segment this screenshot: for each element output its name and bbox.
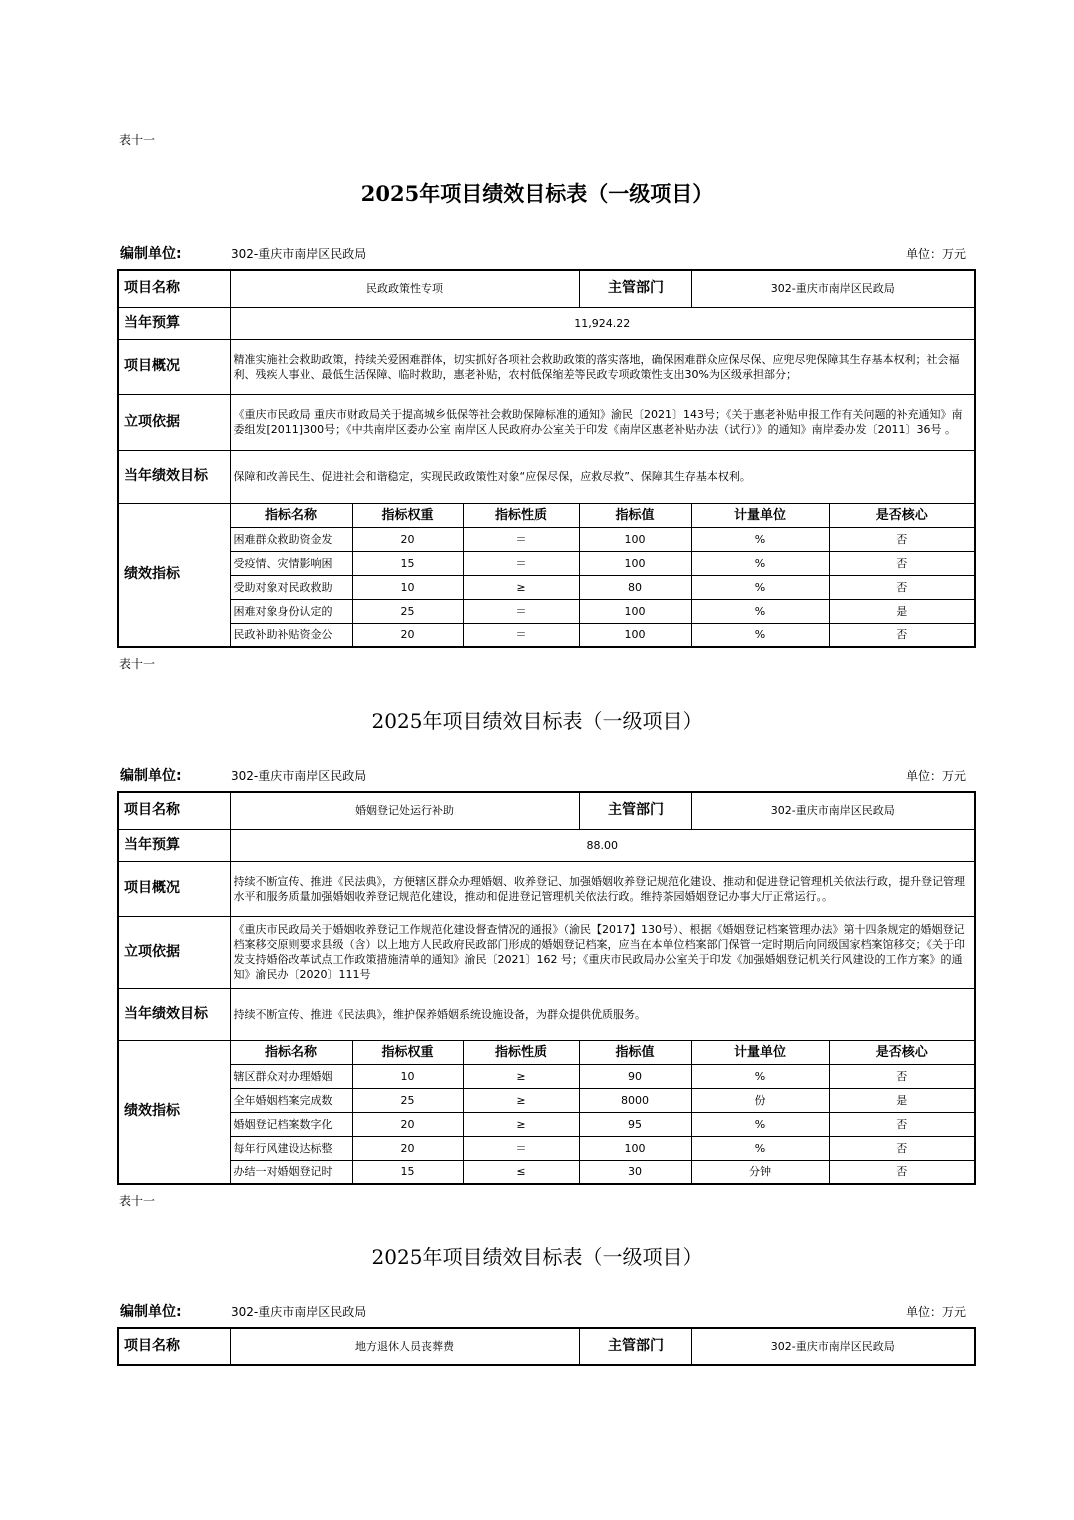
overview-label: 项目概况 <box>118 861 230 916</box>
indicator-value: 100 <box>579 551 691 575</box>
budget-value: 11,924.22 <box>230 307 975 339</box>
indicator-value: 80 <box>579 575 691 599</box>
table-row <box>118 551 975 575</box>
indicator-header: 指标值 <box>579 503 691 527</box>
table-row <box>118 1112 975 1136</box>
performance-table <box>117 269 976 648</box>
table-row <box>118 599 975 623</box>
indicator-nature: ≥ <box>463 1088 579 1112</box>
table-row <box>118 623 975 647</box>
project-name-value: 婚姻登记处运行补助 <box>230 792 579 829</box>
indicator-nature: ≥ <box>463 1064 579 1088</box>
indicator-header: 指标性质 <box>463 1040 579 1064</box>
indicator-core: 是 <box>829 599 975 623</box>
indicator-name: 辖区群众对办理婚姻 <box>230 1064 352 1088</box>
indicator-core: 否 <box>829 575 975 599</box>
indicator-value: 100 <box>579 527 691 551</box>
indicator-name: 民政补助补贴资金公 <box>230 623 352 647</box>
table-tag: 表十一 <box>119 133 156 147</box>
project-name-label: 项目名称 <box>118 1328 230 1365</box>
indicator-weight: 20 <box>352 1136 463 1160</box>
goal-value: 持续不断宣传、推进《民法典》，维护保养婚姻系统设施设备，为群众提供优质服务。 <box>230 988 975 1040</box>
overview-value: 精准实施社会救助政策，持续关爱困难群体，切实抓好各项社会救助政策的落实落地，确保困难群众应保尽保、应兜尽兜保障其生存基本权利；社会福利、残疾人事业、最低生活保障、临时救助，惠老补贴，农村低保缩差等民政专项政策性支出30%为区级承担部分； <box>230 339 975 394</box>
indicator-nature: ＝ <box>463 527 579 551</box>
project-name-value: 地方退休人员丧葬费 <box>230 1328 579 1365</box>
indicator-weight: 10 <box>352 1064 463 1088</box>
indicator-name: 婚姻登记档案数字化 <box>230 1112 352 1136</box>
indicator-header: 是否核心 <box>829 503 975 527</box>
basis-label: 立项依据 <box>118 916 230 988</box>
indicator-value: 8000 <box>579 1088 691 1112</box>
table-row <box>118 1160 975 1184</box>
budget-value: 88.00 <box>230 829 975 861</box>
indicator-value: 90 <box>579 1064 691 1088</box>
compiling-unit-value: 302-重庆市南岸区民政局 <box>231 769 367 783</box>
indicator-name: 办结一对婚姻登记时 <box>230 1160 352 1184</box>
indicator-nature: ＝ <box>463 551 579 575</box>
indicators-label: 绩效指标 <box>118 503 230 647</box>
performance-table <box>117 791 976 1185</box>
project-name-label: 项目名称 <box>118 270 230 307</box>
basis-value: 《重庆市民政局 重庆市财政局关于提高城乡低保等社会救助保障标准的通知》渝民〔2021〕143号；《关于惠老补贴申报工作有关问题的补充通知》南委组发[2011]300号；《中共南岸区委办公室 南岸区人民政府办公室关于印发《南岸区惠老补贴办法（试行）》的通知》南岸委办发〔2011〕36号 。 <box>230 394 975 450</box>
indicator-unit: % <box>691 575 829 599</box>
page-title: 2025年项目绩效目标表（一级项目） <box>360 181 714 206</box>
table-row <box>118 1088 975 1112</box>
indicator-unit: % <box>691 1136 829 1160</box>
dept-value: 302-重庆市南岸区民政局 <box>691 270 975 307</box>
indicator-header: 指标权重 <box>352 1040 463 1064</box>
currency-unit: 单位：万元 <box>906 769 967 783</box>
table-tag: 表十一 <box>119 1194 156 1208</box>
indicator-nature: ≥ <box>463 1112 579 1136</box>
currency-unit: 单位：万元 <box>906 1305 967 1319</box>
compiling-unit-value: 302-重庆市南岸区民政局 <box>231 1305 367 1319</box>
indicator-weight: 25 <box>352 1088 463 1112</box>
indicator-core: 否 <box>829 1112 975 1136</box>
indicator-value: 95 <box>579 1112 691 1136</box>
dept-label: 主管部门 <box>579 1328 691 1365</box>
page-title: 2025年项目绩效目标表（一级项目） <box>371 1245 703 1269</box>
indicator-unit: % <box>691 551 829 575</box>
indicator-header: 指标权重 <box>352 503 463 527</box>
indicator-core: 否 <box>829 1064 975 1088</box>
indicator-core: 是 <box>829 1088 975 1112</box>
overview-value: 持续不断宣传、推进《民法典》，方便辖区群众办理婚姻、收养登记、加强婚姻收养登记规范化建设、推动和促进登记管理机关依法行政，提升登记管理水平和服务质量加强婚姻收养登记规范化建设，推动和促进登记管理机关依法行政。维持茶园婚姻登记办事大厅正常运行。。 <box>230 861 975 916</box>
table-row <box>118 575 975 599</box>
dept-value: 302-重庆市南岸区民政局 <box>691 1328 975 1365</box>
indicator-value: 100 <box>579 1136 691 1160</box>
indicator-unit: % <box>691 1112 829 1136</box>
budget-label: 当年预算 <box>118 307 230 339</box>
basis-label: 立项依据 <box>118 394 230 450</box>
indicator-name: 困难群众救助资金发 <box>230 527 352 551</box>
indicator-core: 否 <box>829 1160 975 1184</box>
indicator-core: 否 <box>829 551 975 575</box>
indicator-weight: 20 <box>352 623 463 647</box>
indicator-name: 受疫情、灾情影响困 <box>230 551 352 575</box>
indicator-core: 否 <box>829 623 975 647</box>
indicator-weight: 10 <box>352 575 463 599</box>
indicator-name: 受助对象对民政救助 <box>230 575 352 599</box>
goal-value: 保障和改善民生、促进社会和谐稳定，实现民政政策性对象“应保尽保，应救尽救”、保障其生存基本权利。 <box>230 450 975 503</box>
indicator-nature: ≤ <box>463 1160 579 1184</box>
indicator-header: 指标名称 <box>230 1040 352 1064</box>
basis-value: 《重庆市民政局关于婚姻收养登记工作规范化建设督查情况的通报》（渝民【2017】130号）、根据《婚姻登记档案管理办法》第十四条规定的婚姻登记档案移交原则要求县级（含）以上地方人民政府民政部门形成的婚姻登记档案，应当在本单位档案部门保管一定时期后向同级国家档案馆移交；《关于印发支持婚俗改革试点工作政策措施清单的通知》渝民〔2021〕162 号；《重庆市民政局办公室关于印发《加强婚姻登记机关行风建设的工作方案》的通知》渝民办〔2020〕111号 <box>230 916 975 988</box>
compiling-unit-value: 302-重庆市南岸区民政局 <box>231 247 367 261</box>
dept-value: 302-重庆市南岸区民政局 <box>691 792 975 829</box>
indicator-value: 100 <box>579 623 691 647</box>
currency-unit: 单位：万元 <box>906 247 967 261</box>
goal-label: 当年绩效目标 <box>118 988 230 1040</box>
indicator-nature: ＝ <box>463 623 579 647</box>
indicator-value: 100 <box>579 599 691 623</box>
indicator-core: 否 <box>829 527 975 551</box>
project-name-label: 项目名称 <box>118 792 230 829</box>
indicator-unit: % <box>691 599 829 623</box>
indicator-weight: 15 <box>352 551 463 575</box>
indicator-header: 计量单位 <box>691 503 829 527</box>
indicator-name: 每年行风建设达标整 <box>230 1136 352 1160</box>
performance-table <box>117 1327 976 1366</box>
dept-label: 主管部门 <box>579 792 691 829</box>
compiling-unit-label: 编制单位: <box>120 1304 182 1320</box>
indicator-name: 困难对象身份认定的 <box>230 599 352 623</box>
indicator-weight: 20 <box>352 1112 463 1136</box>
indicators-label: 绩效指标 <box>118 1040 230 1184</box>
indicator-weight: 25 <box>352 599 463 623</box>
indicator-unit: % <box>691 527 829 551</box>
indicator-nature: ≥ <box>463 575 579 599</box>
goal-label: 当年绩效目标 <box>118 450 230 503</box>
compiling-unit-label: 编制单位: <box>120 768 182 784</box>
table-row <box>118 1136 975 1160</box>
table-tag: 表十一 <box>119 657 156 671</box>
indicator-value: 30 <box>579 1160 691 1184</box>
indicator-unit: 分钟 <box>691 1160 829 1184</box>
indicator-unit: % <box>691 623 829 647</box>
table-row <box>118 1064 975 1088</box>
page-title: 2025年项目绩效目标表（一级项目） <box>371 709 703 733</box>
indicator-unit: % <box>691 1064 829 1088</box>
indicator-nature: ＝ <box>463 599 579 623</box>
compiling-unit-label: 编制单位: <box>120 246 182 262</box>
indicator-weight: 15 <box>352 1160 463 1184</box>
project-name-value: 民政政策性专项 <box>230 270 579 307</box>
budget-label: 当年预算 <box>118 829 230 861</box>
table-row <box>118 527 975 551</box>
dept-label: 主管部门 <box>579 270 691 307</box>
indicator-nature: ＝ <box>463 1136 579 1160</box>
indicator-header: 指标性质 <box>463 503 579 527</box>
overview-label: 项目概况 <box>118 339 230 394</box>
indicator-unit: 份 <box>691 1088 829 1112</box>
indicator-header: 指标名称 <box>230 503 352 527</box>
indicator-name: 全年婚姻档案完成数 <box>230 1088 352 1112</box>
indicator-header: 指标值 <box>579 1040 691 1064</box>
indicator-core: 否 <box>829 1136 975 1160</box>
indicator-weight: 20 <box>352 527 463 551</box>
indicator-header: 计量单位 <box>691 1040 829 1064</box>
indicator-header: 是否核心 <box>829 1040 975 1064</box>
